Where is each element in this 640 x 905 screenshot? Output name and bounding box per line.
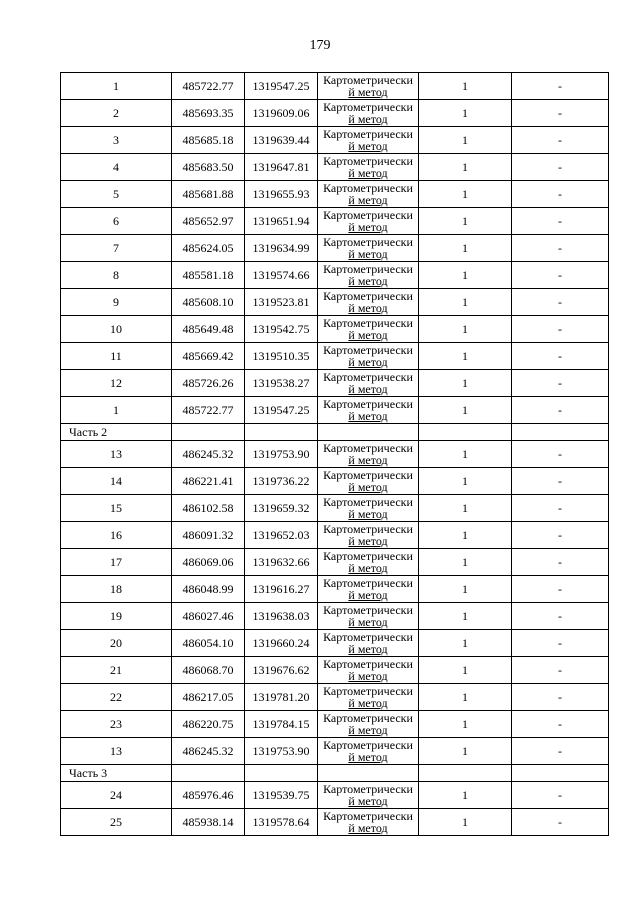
point-number-cell: 6 (61, 208, 172, 235)
x-coordinate-cell: 486048.99 (172, 576, 245, 603)
accuracy-cell: 1 (419, 603, 512, 630)
method-line-2: й метод (348, 301, 388, 315)
x-coordinate-cell: 486069.06 (172, 549, 245, 576)
method-cell (318, 711, 419, 738)
point-number-cell: 3 (61, 127, 172, 154)
accuracy-cell: 1 (419, 154, 512, 181)
table-row (61, 316, 609, 343)
y-coordinate-cell: 1319781.20 (245, 684, 318, 711)
accuracy-cell: 1 (419, 495, 512, 522)
note-cell: - (512, 154, 609, 181)
x-coordinate-cell: 485669.42 (172, 343, 245, 370)
x-coordinate-cell: 485685.18 (172, 127, 245, 154)
method-cell (318, 235, 419, 262)
note-cell: - (512, 235, 609, 262)
note-cell: - (512, 73, 609, 100)
method-cell (318, 100, 419, 127)
point-number-cell: 8 (61, 262, 172, 289)
table-row (61, 782, 609, 809)
point-number-cell: 19 (61, 603, 172, 630)
method-line-1: Картометрически (323, 738, 413, 752)
x-coordinate-cell: 486102.58 (172, 495, 245, 522)
method-line-2: й метод (348, 507, 388, 521)
method-line-2: й метод (348, 382, 388, 396)
y-coordinate-cell: 1319634.99 (245, 235, 318, 262)
method-line-1: Картометрически (323, 289, 413, 303)
note-cell: - (512, 711, 609, 738)
method-line-1: Картометрически (323, 441, 413, 455)
table-row (61, 370, 609, 397)
method-line-1: Картометрически (323, 370, 413, 384)
method-line-1: Картометрически (323, 208, 413, 222)
method-line-1: Картометрически (323, 397, 413, 411)
note-cell: - (512, 127, 609, 154)
table-row (61, 711, 609, 738)
point-number-cell: 18 (61, 576, 172, 603)
method-line-1: Картометрически (323, 657, 413, 671)
empty-cell (318, 765, 419, 782)
accuracy-cell: 1 (419, 397, 512, 424)
point-number-cell: 2 (61, 100, 172, 127)
method-cell (318, 127, 419, 154)
method-line-2: й метод (348, 696, 388, 710)
method-line-1: Картометрически (323, 100, 413, 114)
method-line-2: й метод (348, 750, 388, 764)
table-row (61, 468, 609, 495)
method-line-2: й метод (348, 821, 388, 835)
part-label: Часть 3 (61, 765, 172, 782)
note-cell: - (512, 370, 609, 397)
accuracy-cell: 1 (419, 100, 512, 127)
note-cell: - (512, 181, 609, 208)
empty-cell (172, 765, 245, 782)
y-coordinate-cell: 1319753.90 (245, 441, 318, 468)
accuracy-cell: 1 (419, 441, 512, 468)
empty-cell (245, 765, 318, 782)
accuracy-cell: 1 (419, 316, 512, 343)
method-line-2: й метод (348, 85, 388, 99)
note-cell: - (512, 576, 609, 603)
method-line-1: Картометрически (323, 262, 413, 276)
accuracy-cell: 1 (419, 235, 512, 262)
accuracy-cell: 1 (419, 684, 512, 711)
accuracy-cell: 1 (419, 468, 512, 495)
y-coordinate-cell: 1319523.81 (245, 289, 318, 316)
method-cell (318, 495, 419, 522)
coordinates-table (60, 72, 609, 836)
empty-cell (512, 765, 609, 782)
part-label: Часть 2 (61, 424, 172, 441)
method-cell (318, 441, 419, 468)
y-coordinate-cell: 1319651.94 (245, 208, 318, 235)
table-row (61, 549, 609, 576)
empty-cell (318, 424, 419, 441)
method-cell (318, 522, 419, 549)
method-line-1: Картометрически (323, 154, 413, 168)
method-line-1: Картометрически (323, 495, 413, 509)
point-number-cell: 1 (61, 397, 172, 424)
table-row (61, 73, 609, 100)
point-number-cell: 12 (61, 370, 172, 397)
method-line-2: й метод (348, 453, 388, 467)
method-cell (318, 397, 419, 424)
x-coordinate-cell: 485581.18 (172, 262, 245, 289)
method-cell (318, 73, 419, 100)
y-coordinate-cell: 1319652.03 (245, 522, 318, 549)
note-cell: - (512, 809, 609, 836)
method-line-2: й метод (348, 247, 388, 261)
table-row (61, 809, 609, 836)
method-cell (318, 154, 419, 181)
point-number-cell: 11 (61, 343, 172, 370)
method-cell (318, 316, 419, 343)
x-coordinate-cell: 485938.14 (172, 809, 245, 836)
x-coordinate-cell: 485976.46 (172, 782, 245, 809)
method-line-1: Картометрически (323, 316, 413, 330)
table-row (61, 100, 609, 127)
accuracy-cell: 1 (419, 73, 512, 100)
x-coordinate-cell: 485722.77 (172, 397, 245, 424)
y-coordinate-cell: 1319547.25 (245, 397, 318, 424)
accuracy-cell: 1 (419, 522, 512, 549)
point-number-cell: 9 (61, 289, 172, 316)
note-cell: - (512, 630, 609, 657)
point-number-cell: 23 (61, 711, 172, 738)
empty-cell (512, 424, 609, 441)
method-line-2: й метод (348, 588, 388, 602)
table-row (61, 495, 609, 522)
note-cell: - (512, 738, 609, 765)
table-row (61, 262, 609, 289)
point-number-cell: 15 (61, 495, 172, 522)
y-coordinate-cell: 1319753.90 (245, 738, 318, 765)
x-coordinate-cell: 486054.10 (172, 630, 245, 657)
y-coordinate-cell: 1319578.64 (245, 809, 318, 836)
method-cell (318, 630, 419, 657)
method-line-2: й метод (348, 669, 388, 683)
empty-cell (419, 765, 512, 782)
part-header-row (61, 424, 609, 441)
method-line-1: Картометрически (323, 782, 413, 796)
method-line-2: й метод (348, 794, 388, 808)
x-coordinate-cell: 486245.32 (172, 738, 245, 765)
y-coordinate-cell: 1319609.06 (245, 100, 318, 127)
method-cell (318, 262, 419, 289)
table-row (61, 127, 609, 154)
x-coordinate-cell: 485683.50 (172, 154, 245, 181)
x-coordinate-cell: 486068.70 (172, 657, 245, 684)
table-row (61, 522, 609, 549)
method-cell (318, 208, 419, 235)
x-coordinate-cell: 486221.41 (172, 468, 245, 495)
y-coordinate-cell: 1319542.75 (245, 316, 318, 343)
note-cell: - (512, 343, 609, 370)
table-row (61, 603, 609, 630)
empty-cell (172, 424, 245, 441)
method-line-2: й метод (348, 480, 388, 494)
x-coordinate-cell: 486027.46 (172, 603, 245, 630)
method-cell (318, 343, 419, 370)
point-number-cell: 24 (61, 782, 172, 809)
note-cell: - (512, 522, 609, 549)
y-coordinate-cell: 1319574.66 (245, 262, 318, 289)
note-cell: - (512, 397, 609, 424)
point-number-cell: 25 (61, 809, 172, 836)
method-line-1: Картометрически (323, 235, 413, 249)
note-cell: - (512, 468, 609, 495)
method-line-2: й метод (348, 166, 388, 180)
method-line-1: Картометрически (323, 73, 413, 87)
point-number-cell: 14 (61, 468, 172, 495)
accuracy-cell: 1 (419, 782, 512, 809)
method-line-1: Картометрически (323, 711, 413, 725)
x-coordinate-cell: 486220.75 (172, 711, 245, 738)
table-row (61, 657, 609, 684)
x-coordinate-cell: 485624.05 (172, 235, 245, 262)
accuracy-cell: 1 (419, 711, 512, 738)
x-coordinate-cell: 485693.35 (172, 100, 245, 127)
method-cell (318, 657, 419, 684)
note-cell: - (512, 603, 609, 630)
y-coordinate-cell: 1319538.27 (245, 370, 318, 397)
note-cell: - (512, 684, 609, 711)
y-coordinate-cell: 1319736.22 (245, 468, 318, 495)
note-cell: - (512, 208, 609, 235)
note-cell: - (512, 262, 609, 289)
method-line-2: й метод (348, 220, 388, 234)
point-number-cell: 13 (61, 441, 172, 468)
method-cell (318, 468, 419, 495)
table-row (61, 738, 609, 765)
note-cell: - (512, 782, 609, 809)
accuracy-cell: 1 (419, 809, 512, 836)
method-line-2: й метод (348, 534, 388, 548)
method-line-1: Картометрически (323, 549, 413, 563)
page-number: 179 (309, 38, 331, 53)
accuracy-cell: 1 (419, 630, 512, 657)
accuracy-cell: 1 (419, 576, 512, 603)
y-coordinate-cell: 1319510.35 (245, 343, 318, 370)
note-cell: - (512, 549, 609, 576)
method-line-1: Картометрически (323, 127, 413, 141)
coordinates-table-body (61, 73, 609, 836)
x-coordinate-cell: 485722.77 (172, 73, 245, 100)
accuracy-cell: 1 (419, 549, 512, 576)
method-cell (318, 809, 419, 836)
x-coordinate-cell: 485681.88 (172, 181, 245, 208)
table-row (61, 235, 609, 262)
note-cell: - (512, 100, 609, 127)
accuracy-cell: 1 (419, 343, 512, 370)
y-coordinate-cell: 1319547.25 (245, 73, 318, 100)
table-row (61, 397, 609, 424)
point-number-cell: 21 (61, 657, 172, 684)
note-cell: - (512, 441, 609, 468)
x-coordinate-cell: 485608.10 (172, 289, 245, 316)
method-line-1: Картометрически (323, 468, 413, 482)
point-number-cell: 22 (61, 684, 172, 711)
table-row (61, 630, 609, 657)
accuracy-cell: 1 (419, 657, 512, 684)
note-cell: - (512, 289, 609, 316)
method-line-2: й метод (348, 193, 388, 207)
point-number-cell: 4 (61, 154, 172, 181)
method-line-2: й метод (348, 615, 388, 629)
method-line-1: Картометрически (323, 603, 413, 617)
x-coordinate-cell: 485649.48 (172, 316, 245, 343)
point-number-cell: 13 (61, 738, 172, 765)
method-line-1: Картометрически (323, 809, 413, 823)
method-line-1: Картометрически (323, 630, 413, 644)
method-line-1: Картометрически (323, 684, 413, 698)
y-coordinate-cell: 1319539.75 (245, 782, 318, 809)
point-number-cell: 17 (61, 549, 172, 576)
note-cell: - (512, 657, 609, 684)
method-cell (318, 370, 419, 397)
accuracy-cell: 1 (419, 127, 512, 154)
method-cell (318, 549, 419, 576)
method-line-1: Картометрически (323, 181, 413, 195)
point-number-cell: 10 (61, 316, 172, 343)
method-cell (318, 603, 419, 630)
method-line-2: й метод (348, 642, 388, 656)
method-cell (318, 782, 419, 809)
x-coordinate-cell: 486245.32 (172, 441, 245, 468)
table-row (61, 154, 609, 181)
accuracy-cell: 1 (419, 738, 512, 765)
table-row (61, 684, 609, 711)
method-line-2: й метод (348, 355, 388, 369)
point-number-cell: 16 (61, 522, 172, 549)
x-coordinate-cell: 485652.97 (172, 208, 245, 235)
method-line-2: й метод (348, 112, 388, 126)
y-coordinate-cell: 1319784.15 (245, 711, 318, 738)
table-row (61, 343, 609, 370)
y-coordinate-cell: 1319676.62 (245, 657, 318, 684)
y-coordinate-cell: 1319655.93 (245, 181, 318, 208)
method-cell (318, 181, 419, 208)
x-coordinate-cell: 486091.32 (172, 522, 245, 549)
accuracy-cell: 1 (419, 262, 512, 289)
empty-cell (419, 424, 512, 441)
accuracy-cell: 1 (419, 181, 512, 208)
accuracy-cell: 1 (419, 208, 512, 235)
accuracy-cell: 1 (419, 370, 512, 397)
table-row (61, 441, 609, 468)
method-line-2: й метод (348, 409, 388, 423)
table-row (61, 289, 609, 316)
x-coordinate-cell: 486217.05 (172, 684, 245, 711)
point-number-cell: 1 (61, 73, 172, 100)
method-line-2: й метод (348, 274, 388, 288)
method-cell (318, 289, 419, 316)
table-row (61, 576, 609, 603)
table-row (61, 208, 609, 235)
y-coordinate-cell: 1319647.81 (245, 154, 318, 181)
method-line-2: й метод (348, 328, 388, 342)
note-cell: - (512, 316, 609, 343)
method-line-2: й метод (348, 139, 388, 153)
empty-cell (245, 424, 318, 441)
method-cell (318, 576, 419, 603)
y-coordinate-cell: 1319659.32 (245, 495, 318, 522)
point-number-cell: 7 (61, 235, 172, 262)
y-coordinate-cell: 1319660.24 (245, 630, 318, 657)
part-header-row (61, 765, 609, 782)
accuracy-cell: 1 (419, 289, 512, 316)
y-coordinate-cell: 1319638.03 (245, 603, 318, 630)
method-line-1: Картометрически (323, 576, 413, 590)
method-line-1: Картометрически (323, 343, 413, 357)
point-number-cell: 5 (61, 181, 172, 208)
method-line-2: й метод (348, 561, 388, 575)
method-cell (318, 684, 419, 711)
note-cell: - (512, 495, 609, 522)
method-line-2: й метод (348, 723, 388, 737)
x-coordinate-cell: 485726.26 (172, 370, 245, 397)
y-coordinate-cell: 1319639.44 (245, 127, 318, 154)
point-number-cell: 20 (61, 630, 172, 657)
method-line-1: Картометрически (323, 522, 413, 536)
y-coordinate-cell: 1319616.27 (245, 576, 318, 603)
y-coordinate-cell: 1319632.66 (245, 549, 318, 576)
table-row (61, 181, 609, 208)
method-cell (318, 738, 419, 765)
